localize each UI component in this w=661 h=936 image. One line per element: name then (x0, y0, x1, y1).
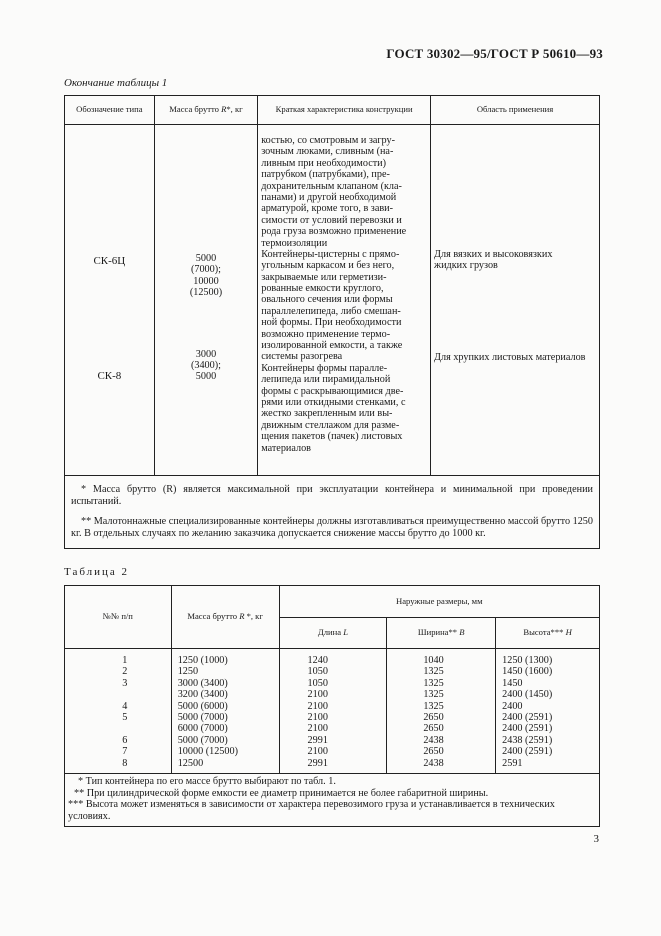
table2-cell: 2591 (502, 757, 523, 769)
table1-mass-sk6c (158, 253, 255, 299)
table2-cell: 8 (122, 757, 128, 769)
description-line: патрубком (патрубками), пре- (261, 169, 390, 181)
table2-cell: 5 (122, 711, 128, 723)
table2-cell: 2438 (2591) (502, 734, 553, 746)
table2-body (65, 649, 600, 774)
table2-col-mass: Масса брутто R *, кг (171, 586, 279, 649)
description-line: материалов (261, 442, 311, 454)
table2-col-width: Ширина** B (387, 618, 496, 649)
table1-body (65, 125, 600, 476)
table2-cell: 2650 (423, 746, 444, 758)
table2 (64, 585, 600, 827)
table2-cell: 1040 (423, 655, 444, 666)
table2-width-column (387, 655, 495, 769)
table2-cell: 2100 (307, 700, 328, 712)
table2-cell: 1050 (307, 677, 328, 689)
table2-col-group: Наружные размеры, мм (279, 586, 599, 618)
table1-mass-cell (154, 125, 258, 476)
table1-type-cell (65, 125, 155, 476)
description-line: овального сечения или формы (261, 294, 393, 306)
table2-cell: 2438 (423, 757, 444, 769)
table2-cell: 1325 (423, 666, 444, 678)
table1-description-sk6c (261, 249, 427, 363)
description-line: движным стеллажом для разме- (261, 419, 400, 431)
description-line: угольным каркасом и без него, (261, 260, 395, 272)
table1-col-mass: Масса брутто R*, кг (154, 96, 258, 125)
description-line: жестко закрепленным или вы- (261, 408, 393, 420)
table2-cell: 1450 (502, 677, 523, 689)
table2-cell: 1250 (177, 666, 199, 678)
table1-caption: Окончание таблицы 1 (64, 77, 168, 89)
table2-cell: 2650 (423, 711, 444, 723)
description-line: рованные емкости круглого, (261, 283, 384, 295)
mass-line: (7000); (190, 264, 221, 276)
table2-cell: 5000 (6000) (177, 700, 228, 712)
description-line: параллелепипеда, либо смешан- (261, 305, 401, 317)
description-line: панами) и другой необходимой (261, 191, 397, 203)
table2-cell: 10000 (12500) (177, 746, 238, 758)
table1-type-sk8: СК-8 (97, 369, 122, 382)
table2-caption: Таблица 2 (64, 566, 130, 578)
table2-cell: 2100 (307, 711, 328, 723)
table2-cell: 5000 (7000) (177, 711, 228, 723)
table2-cell: 1250 (1000) (177, 655, 228, 666)
description-line: Контейнеры формы паралле- (261, 362, 388, 374)
table1-col-type: Обозначение типа (65, 96, 155, 125)
table2-height-column (496, 655, 599, 769)
description-line: возможно применение термо- (261, 328, 391, 340)
table2-footnote-2: ** При цилиндрической форме емкости ее диаметр принимается не более габаритной ширины. (74, 787, 489, 799)
table1-application-cell (431, 125, 600, 476)
table2-cell: 1 (122, 655, 128, 666)
table1-description-cont (261, 135, 427, 249)
table2-cell: 2 (122, 666, 128, 678)
table2-cell: 2400 (2591) (502, 711, 553, 723)
table1-application-sk8 (434, 352, 596, 363)
table2-cell (79, 723, 171, 734)
document-header: ГОСТ 30302—95/ГОСТ Р 50610—93 (386, 46, 603, 61)
table2-col-height: Высота*** H (496, 618, 600, 649)
table2-cell: 7 (122, 746, 128, 758)
table2-cell: 2400 (502, 700, 523, 712)
table2-cell: 1325 (423, 677, 444, 689)
table2-cell: 2100 (307, 723, 328, 735)
table2-footnote-1: * Тип контейнера по его массе брутто выбирают по табл. 1. (78, 775, 336, 787)
table2-cell: 6 (122, 734, 128, 746)
description-line: костью, со смотровым и загру- (261, 135, 395, 146)
table2-footnote-3: *** Высота может изменяться в зависимости от характера перевозимого груза и устанавливается в технических условиях. (68, 799, 555, 822)
table1-type-sk6c: СК-6Ц (93, 255, 126, 267)
table2-length-column (280, 655, 387, 769)
mass-line: 5000 (195, 253, 217, 264)
description-line: щения пакетов (пачек) листовых (261, 431, 403, 443)
table2-cell: 1325 (423, 700, 444, 712)
description-line: рода груза возможно применение (261, 226, 407, 238)
application-line: Для вязких и высоковязких (434, 249, 553, 260)
table2-cell: 2438 (423, 734, 444, 746)
mass-line: (12500) (189, 287, 223, 299)
table1-footnote-1: * Масса брутто (R) является максимальной при эксплуатации контейнера и минимальной при проведении испытаний. (71, 484, 593, 507)
table2-cell: 2100 (307, 746, 328, 758)
table1-col-description: Краткая характеристика конструкции (258, 96, 431, 125)
table1-description-cell (258, 125, 431, 476)
table1-col-application: Область применения (431, 96, 600, 125)
table2-col-num: №№ п/п (65, 586, 172, 649)
table2-cell: 3 (122, 677, 128, 689)
table1-header-row (65, 96, 600, 125)
table2-col-length: Длина L (279, 618, 387, 649)
table1-mass-sk8 (158, 349, 255, 383)
table2-cell: 4 (122, 700, 128, 712)
description-line: арматурой, кроме того, в зави- (261, 203, 393, 215)
description-line: лепипеда или пирамидальной (261, 374, 391, 386)
table1-application-sk6c (434, 249, 596, 272)
description-line: ной формы. При необходимости (261, 317, 402, 329)
table1-description-sk8 (261, 363, 427, 454)
table2-cell: 3000 (3400) (177, 677, 228, 689)
table1 (64, 95, 600, 549)
table2-cell: 2991 (307, 734, 328, 746)
description-line: рями или откидными стенками, с (261, 396, 406, 408)
table2-cell: 12500 (177, 757, 204, 769)
description-line: симости от условий перевозки и (261, 214, 402, 226)
table2-mass-column (172, 655, 279, 769)
description-line: зочным люками, сливным (на- (261, 146, 394, 158)
description-line: ливным при необходимости) (261, 157, 387, 169)
table2-footnotes (65, 773, 600, 826)
table1-footnotes (65, 476, 600, 549)
description-line: дохранительным клапаном (кла- (261, 180, 402, 192)
description-line: Контейнеры-цистерны с прямо- (261, 248, 400, 260)
table2-cell: 1250 (1300) (502, 655, 553, 666)
description-line: формы с раскрывающимися две- (261, 385, 404, 397)
description-line: термоизоляции (261, 237, 328, 249)
page-number: 3 (593, 833, 599, 845)
description-line: изолированной емкости, а также (261, 340, 403, 352)
application-line: Для хрупких листовых материалов (434, 351, 586, 363)
table2-cell: 6000 (7000) (177, 723, 228, 735)
table2-cell: 2650 (423, 723, 444, 735)
mass-line: 10000 (193, 275, 219, 287)
mass-line: (3400); (190, 359, 221, 371)
table2-cell: 2400 (1450) (502, 689, 553, 701)
table2-cell: 5000 (7000) (177, 734, 228, 746)
application-line: жидких грузов (434, 260, 498, 272)
table2-cell: 2991 (307, 757, 328, 769)
mass-line: 3000 (195, 348, 217, 360)
table2-cell: 2100 (307, 689, 328, 701)
table2-cell: 1325 (423, 689, 444, 701)
description-line: закрываемые или герметизи- (261, 271, 387, 283)
table1-footnote-2: ** Малотоннажные специализированные контейнеры должны изготавливаться преимущественно массой брутто 1250 кг. В отдельных случаях по желанию заказчика допускается снижение массы брутто до 1000 кг. (71, 516, 593, 539)
table2-cell: 1240 (307, 655, 328, 666)
mass-line: 5000 (195, 371, 217, 383)
table2-cell: 1050 (307, 666, 328, 678)
table2-cell (79, 689, 171, 700)
table2-num-column (65, 655, 171, 769)
table2-cell: 1450 (1600) (502, 666, 553, 678)
table2-cell: 2400 (2591) (502, 723, 553, 735)
table2-cell: 2400 (2591) (502, 746, 553, 758)
table2-cell: 3200 (3400) (177, 689, 228, 701)
description-line: системы разогрева (261, 351, 343, 363)
